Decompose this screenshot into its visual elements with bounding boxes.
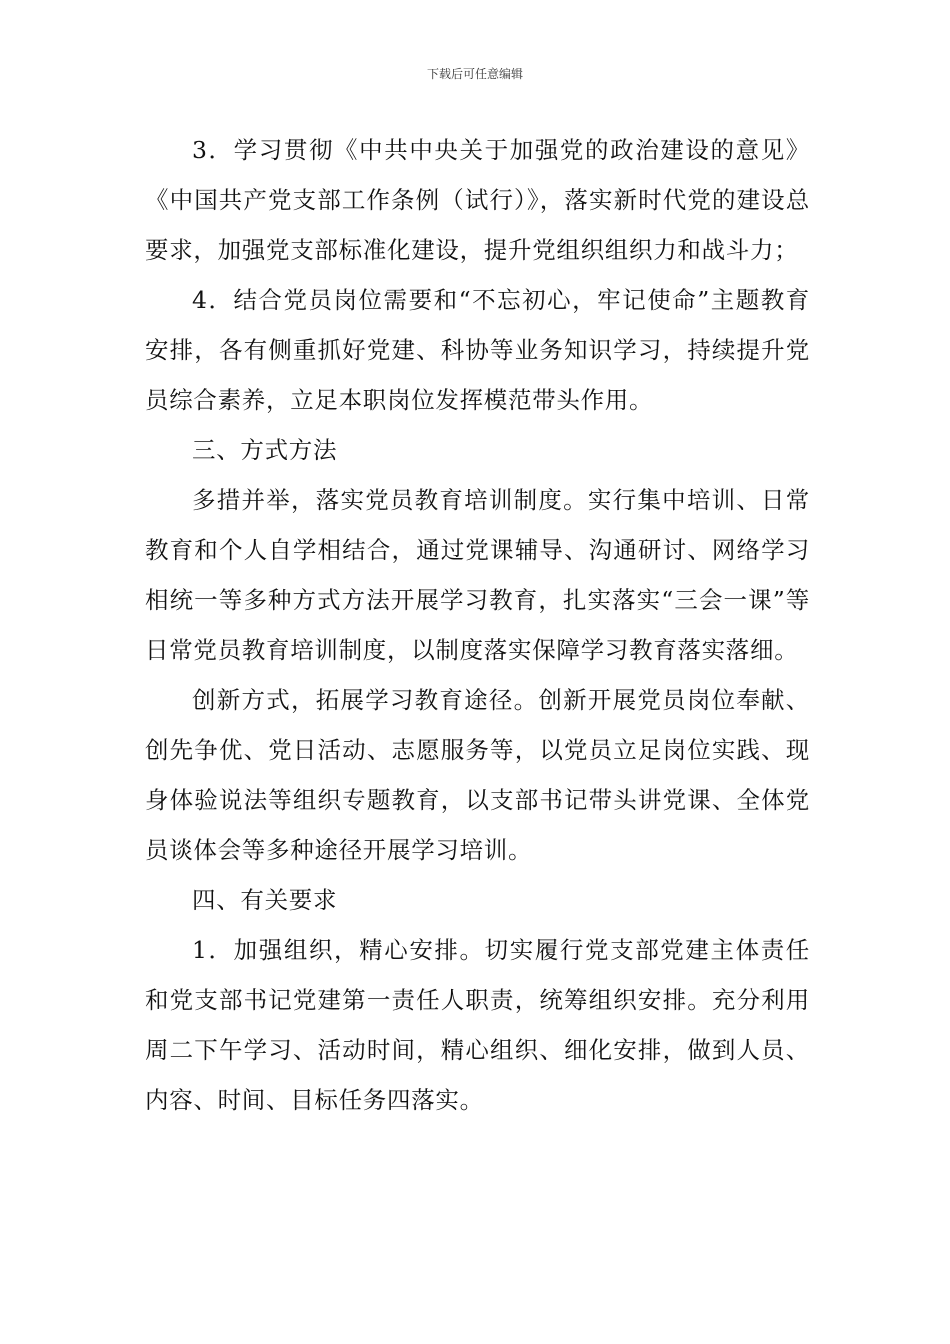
paragraph-study-guidelines: 3．学习贯彻《中共中央关于加强党的政治建设的意见》《中国共产党支部工作条例（试行）》，落实新时代党的建设总要求，加强党支部标准化建设，提升党组织组织力和战斗力； — [145, 136, 810, 264]
section-heading-requirements: 四、有关要求 — [192, 886, 338, 914]
paragraph-training-system: 多措并举，落实党员教育培训制度。实行集中培训、日常教育和个人自学相结合，通过党课辅导、沟通研讨、网络学习相统一等多种方式方法开展学习教育，扎实落实“三会一课”等日常党员教育培训制度，以制度落实保障学习教育落实落细。 — [145, 486, 810, 664]
paragraph-organization: 1．加强组织，精心安排。切实履行党支部党建主体责任和党支部书记党建第一责任人职责，统筹组织安排。充分利用周二下午学习、活动时间，精心组织、细化安排，做到人员、内容、时间、目标任务四落实。 — [145, 936, 810, 1114]
paragraph-innovation: 创新方式，拓展学习教育途径。创新开展党员岗位奉献、创先争优、党日活动、志愿服务等，以党员立足岗位实践、现身体验说法等组织专题教育，以支部书记带头讲党课、全体党员谈体会等多种途径开展学习培训。 — [145, 686, 810, 864]
paragraph-theme-education: 4．结合党员岗位需要和“不忘初心，牢记使命”主题教育安排，各有侧重抓好党建、科协等业务知识学习，持续提升党员综合素养，立足本职岗位发挥模范带头作用。 — [145, 286, 810, 414]
section-heading-methods: 三、方式方法 — [192, 436, 338, 464]
document-body — [145, 125, 810, 1125]
page-header: 下载后可任意编辑 — [426, 67, 523, 81]
